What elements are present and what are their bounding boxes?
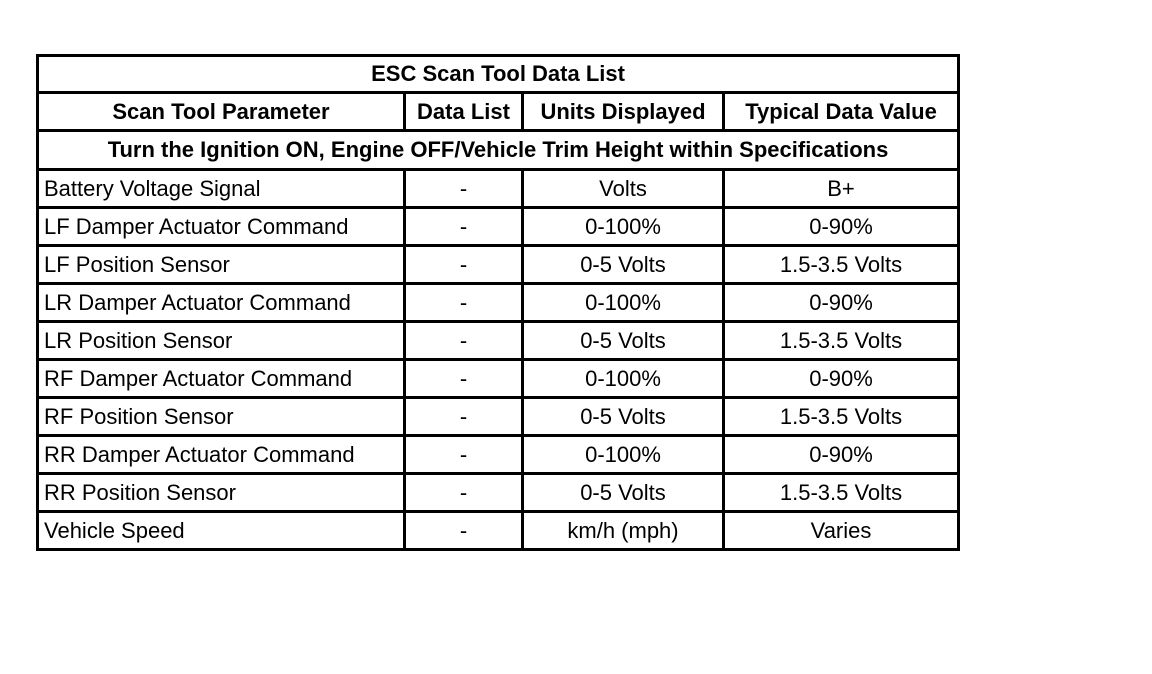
table-row — [38, 284, 959, 322]
typical-value-cell: 0-90% — [724, 360, 959, 398]
typical-value-cell: 0-90% — [724, 284, 959, 322]
parameter-cell: RF Position Sensor — [38, 398, 405, 436]
data-list-cell: - — [405, 322, 523, 360]
units-cell: km/h (mph) — [523, 512, 724, 550]
table-row — [38, 360, 959, 398]
units-cell: Volts — [523, 170, 724, 208]
parameter-cell: LR Position Sensor — [38, 322, 405, 360]
section-heading: Turn the Ignition ON, Engine OFF/Vehicle Trim Height within Specifications — [38, 131, 959, 170]
table-header-row — [38, 93, 959, 131]
typical-value-cell: 0-90% — [724, 208, 959, 246]
parameter-cell: RF Damper Actuator Command — [38, 360, 405, 398]
table-row — [38, 512, 959, 550]
table-title: ESC Scan Tool Data List — [38, 56, 959, 93]
table-row — [38, 436, 959, 474]
units-cell: 0-5 Volts — [523, 322, 724, 360]
typical-value-cell: 1.5-3.5 Volts — [724, 474, 959, 512]
parameter-cell: Vehicle Speed — [38, 512, 405, 550]
parameter-cell: LF Position Sensor — [38, 246, 405, 284]
typical-value-cell: 0-90% — [724, 436, 959, 474]
table-row — [38, 170, 959, 208]
units-cell: 0-100% — [523, 436, 724, 474]
header-data-list: Data List — [405, 93, 523, 131]
scan-tool-data-table-container — [36, 54, 957, 551]
parameter-cell: RR Position Sensor — [38, 474, 405, 512]
units-cell: 0-5 Volts — [523, 246, 724, 284]
units-cell: 0-100% — [523, 284, 724, 322]
data-list-cell: - — [405, 474, 523, 512]
typical-value-cell: 1.5-3.5 Volts — [724, 398, 959, 436]
scan-tool-data-table — [36, 54, 960, 551]
units-cell: 0-5 Volts — [523, 398, 724, 436]
header-scan-tool-parameter: Scan Tool Parameter — [38, 93, 405, 131]
table-row — [38, 208, 959, 246]
data-list-cell: - — [405, 170, 523, 208]
data-list-cell: - — [405, 360, 523, 398]
table-row — [38, 474, 959, 512]
data-list-cell: - — [405, 208, 523, 246]
table-title-row — [38, 56, 959, 93]
section-row — [38, 131, 959, 170]
parameter-cell: LR Damper Actuator Command — [38, 284, 405, 322]
header-typical-data-value: Typical Data Value — [724, 93, 959, 131]
data-list-cell: - — [405, 512, 523, 550]
data-list-cell: - — [405, 398, 523, 436]
table-body — [38, 170, 959, 550]
table-row — [38, 398, 959, 436]
typical-value-cell: B+ — [724, 170, 959, 208]
header-units-displayed: Units Displayed — [523, 93, 724, 131]
typical-value-cell: 1.5-3.5 Volts — [724, 322, 959, 360]
data-list-cell: - — [405, 246, 523, 284]
parameter-cell: LF Damper Actuator Command — [38, 208, 405, 246]
parameter-cell: RR Damper Actuator Command — [38, 436, 405, 474]
typical-value-cell: 1.5-3.5 Volts — [724, 246, 959, 284]
parameter-cell: Battery Voltage Signal — [38, 170, 405, 208]
table-row — [38, 322, 959, 360]
table-row — [38, 246, 959, 284]
data-list-cell: - — [405, 436, 523, 474]
units-cell: 0-100% — [523, 208, 724, 246]
units-cell: 0-100% — [523, 360, 724, 398]
data-list-cell: - — [405, 284, 523, 322]
typical-value-cell: Varies — [724, 512, 959, 550]
units-cell: 0-5 Volts — [523, 474, 724, 512]
